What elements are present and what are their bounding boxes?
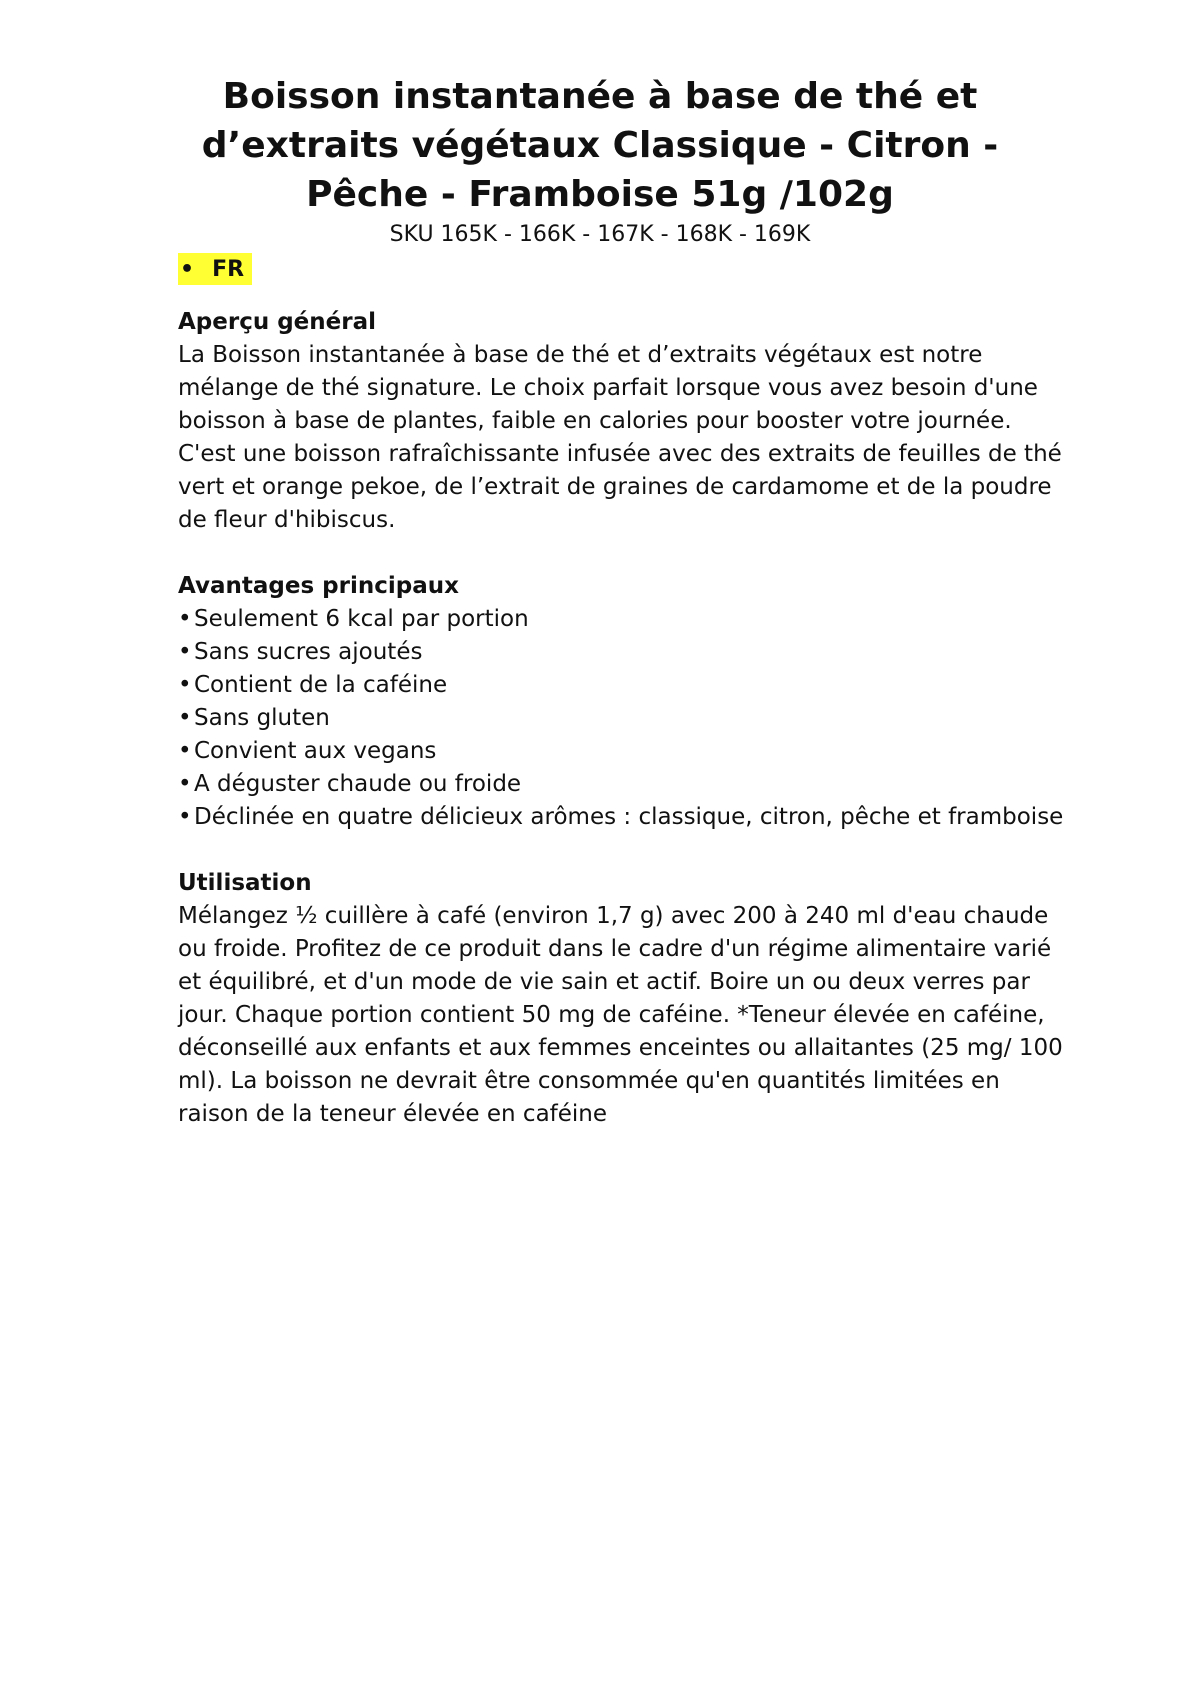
list-item [178, 801, 1068, 834]
benefits-section [178, 570, 1068, 834]
list-item [178, 702, 1068, 735]
overview-heading: Aperçu général [178, 309, 377, 335]
bullet-icon: • [178, 639, 192, 665]
bullet-icon: • [178, 705, 192, 731]
bullet-icon: • [178, 672, 192, 698]
usage-heading: Utilisation [178, 870, 312, 896]
benefit-text: Sans sucres ajoutés [194, 639, 423, 665]
list-item [178, 636, 1068, 669]
benefit-text: Convient aux vegans [194, 738, 437, 764]
usage-section [178, 867, 1068, 1131]
usage-text: Mélangez ½ cuillère à café (environ 1,7 g) avec 200 à 240 ml d'eau chaude ou froide. Profitez de ce produit dans le cadre d'un régime alimentaire varié et équilibré, et d'un mode de vie sain et actif. Boire un ou deux verres par jour. Chaque portion contient 50 mg de caféine. *Teneur élevée en caféine, déconseillé aux enfants et aux femmes enceintes ou allaitantes (25 mg/ 100 ml). La boisson ne devrait être consommée qu'en quantités limitées en raison de la teneur élevée en caféine [178, 903, 1063, 1127]
overview-text: La Boisson instantanée à base de thé et d’extraits végétaux est notre mélange de thé signature. Le choix parfait lorsque vous avez besoin d'une boisson à base de plantes, faible en calories pour booster votre journée. C'est une boisson rafraîchissante infusée avec des extraits de feuilles de thé vert et orange pekoe, de l’extrait de graines de cardamome et de la poudre de fleur d'hibiscus. [178, 342, 1062, 533]
benefit-text: Déclinée en quatre délicieux arômes : classique, citron, pêche et framboise [194, 804, 1064, 830]
benefit-text: Sans gluten [194, 705, 330, 731]
benefits-heading: Avantages principaux [178, 573, 459, 599]
bullet-icon: • [178, 738, 192, 764]
product-title: Boisson instantanée à base de thé et d’extraits végétaux Classique - Citron - Pêche - Framboise 51g /102g [201, 76, 999, 215]
language-tag [178, 253, 252, 285]
sku-line: SKU 165K - 166K - 167K - 168K - 169K [389, 222, 811, 247]
list-item [178, 603, 1068, 636]
benefit-text: Contient de la caféine [194, 672, 448, 698]
bullet-icon: • [178, 771, 192, 797]
benefit-text: Seulement 6 kcal par portion [194, 606, 529, 632]
overview-section [178, 306, 1068, 537]
list-item [178, 768, 1068, 801]
bullet-icon: • [180, 256, 195, 282]
language-label: FR [212, 256, 245, 282]
bullet-icon: • [178, 606, 192, 632]
benefit-text: A déguster chaude ou froide [194, 771, 522, 797]
document-body [178, 306, 1068, 1164]
bullet-icon: • [178, 804, 192, 830]
list-item [178, 669, 1068, 702]
list-item [178, 735, 1068, 768]
benefits-list [178, 603, 1068, 834]
